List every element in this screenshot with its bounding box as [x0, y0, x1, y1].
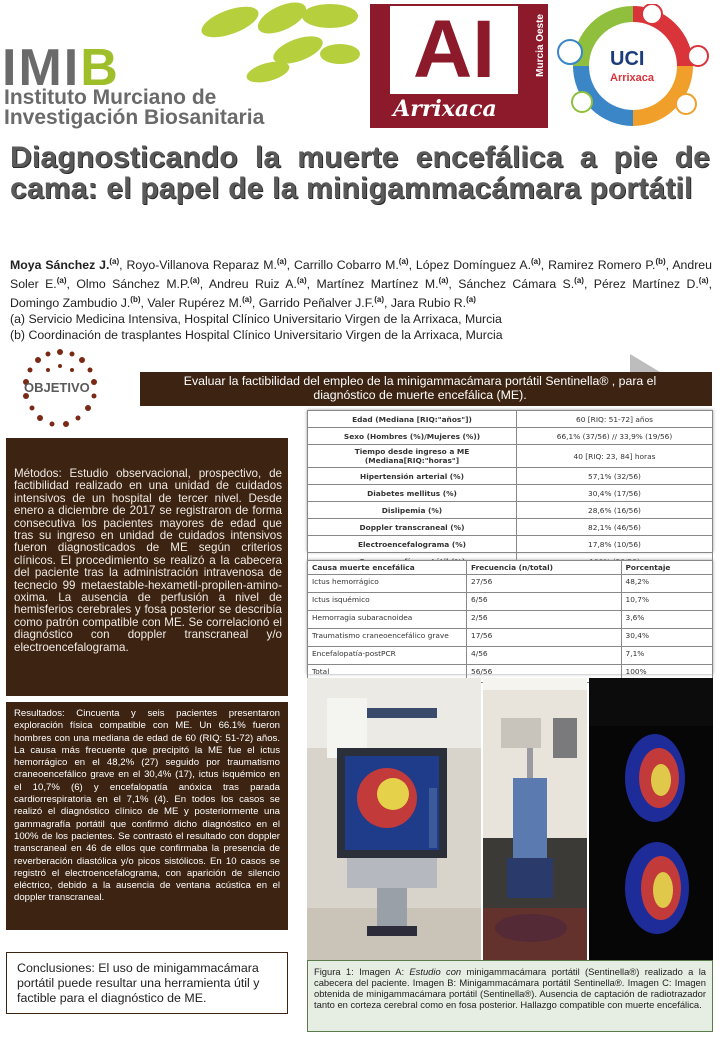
resultados-text: Resultados: Cincuenta y seis pacientes presentaron exploración física compatible con ME. Un 66.1% fueron hombres con una mediana de edad de 60 (RIQ: 51-72) años. La causa más frecuente que precipitó la ME fue el ictus hemorrágico en el 48,2% (27) seguido por traumatismo craneoencefálico grave en el 30,4% (17), ictus isquémico en el 10,7% (6) y encefalopatía anóxica tras parada cardiorrespiratoria en el 7,1% (4). En todos los casos se realizó el diagnóstico clínico de ME y posteriormente una gammagrafía portátil que confirmó dicho diagnóstico en el 100% de los pacientes. Se contrastó el resultado con doppler transcraneal en 46 de ellos que confirmaba la presencia de reverberación diastólica y/o picos sistólicos. En 10 casos se registró el electroencefalograma, con aparición de silencio eléctrico, debido a la ausencia de ventana acústica en el doppler transcraneal. — [14, 708, 280, 904]
author-name: Olmo Sánchez M.P. — [76, 277, 191, 292]
demographics-table-panel — [307, 410, 713, 552]
causes-header-cell: Frecuencia (n/total) — [467, 561, 622, 575]
author-affiliation-mark: (b) — [655, 257, 666, 266]
author-name: Domingo Zambudio J. — [10, 296, 131, 311]
causes-cell: 10,7% — [621, 593, 712, 611]
causes-row — [308, 593, 713, 611]
author-separator: , — [448, 277, 459, 292]
metodos-box — [6, 438, 288, 696]
author-affiliation-mark: (a) — [466, 295, 476, 305]
causes-header-cell: Causa muerte encefálica — [308, 561, 467, 575]
causes-cell: 56/56 — [467, 665, 622, 683]
author-name: Royo-Villanova Reparaz M. — [126, 258, 277, 273]
author-affiliation-mark: (a) — [276, 257, 287, 266]
demographics-value-cell: 66,1% (37/56) // 33,9% (19/56) — [517, 428, 713, 445]
imib-line1: Instituto Murciano de — [4, 86, 217, 109]
demographics-label-cell: Edad (Mediana [RIQ:"años"]) — [308, 411, 517, 428]
image-a-bedside-photo — [307, 678, 481, 960]
causes-table-panel — [307, 560, 713, 674]
imib-line2: Investigación Biosanitaria — [4, 106, 265, 129]
causes-row — [308, 575, 713, 593]
author-affiliation-mark: (a) — [531, 257, 541, 266]
demographics-row — [308, 485, 713, 502]
author-name: Andreu Soler E. — [10, 258, 712, 292]
author-affiliation-mark: (a) — [190, 276, 200, 286]
author-name: Carrillo Cobarro M. — [293, 258, 399, 273]
demographics-label-cell: Dislipemia (%) — [308, 502, 517, 519]
author-separator: , — [540, 258, 549, 273]
author-name: Ramirez Romero P. — [548, 258, 656, 273]
image-b-device-photo — [483, 678, 587, 960]
author-separator: , — [708, 277, 712, 292]
author-affiliation-mark: (a) — [374, 295, 385, 305]
causes-cell: Traumatismo craneoencefálico grave — [308, 629, 467, 647]
metodos-text: Métodos: Estudio observacional, prospectivo, de factibilidad realizado en una unidad de cuidados intensivos de un hospital de tercer nivel. Desde enero a diciembre de 2017 se registraron de forma consecutiva los pacientes mayores de edad que tras su ingreso en unidad de cuidados intensivos fueron diagnosticados de ME según criterios clínicos. El procedimiento se realizó a la cabecera del paciente tras la administración intravenosa de tecnecio 99 metaestable-hexametil-propilen-amino-oxima. La ausencia de perfusión a nivel de hemisferios cerebrales y fosa posterior se describía como patrón compatible con ME. Se correlacionó el diagnóstico con doppler transcraneal y/o electroencefalograma. — [14, 467, 282, 654]
author-affiliation-mark: (a) — [56, 276, 67, 286]
arrixaca-logo — [370, 4, 548, 128]
demographics-row — [308, 428, 713, 445]
causes-row — [308, 611, 713, 629]
objetivo-label: OBJETIVO — [24, 380, 90, 395]
caption-part2: minigammacámara portátil (Sentinella®) realizado a la cabecera del paciente. Imagen B: Minigammacámara portátil Sentinella®. Imagen C: Imagen obtenida de minigammacámara portátil (Sentinella®). Ausencia de captación de radiotrazador tanto en corteza cerebral como en fosa posterior. Hallazgo compatible con muerte encefálica. — [314, 966, 706, 1010]
author-name: Andreu Ruiz A. — [208, 277, 297, 292]
causes-cell: 3,6% — [621, 611, 712, 629]
poster-title: Diagnosticando la muerte encefálica a pie de cama: el papel de la minigammacámara portátil — [10, 141, 710, 205]
demographics-label-cell: Tiempo desde ingreso a ME (Mediana[RIQ:"horas"] — [308, 445, 517, 468]
demographics-label-cell: Hipertensión arterial (%) — [308, 468, 517, 485]
uci-line2: Arrixaca — [610, 72, 655, 84]
author-affiliation-mark: (a) — [398, 257, 409, 266]
imib-logo — [0, 0, 368, 130]
arrixaca-side-text: Murcia Oeste — [535, 14, 546, 77]
demographics-row — [308, 445, 713, 468]
causes-cell: 100% — [621, 665, 712, 683]
lead-author-aff: (a) — [109, 257, 120, 266]
demographics-label-cell: Diabetes mellitus (%) — [308, 485, 517, 502]
affiliation-b: (b) Coordinación de trasplantes Hospital Clínico Universitario Virgen de la Arrixaca, Murcia — [10, 328, 503, 343]
demographics-value-cell: 82,1% (46/56) — [517, 519, 713, 536]
author-name: Valer Rupérez M. — [147, 296, 243, 311]
causes-cell: 7,1% — [621, 647, 712, 665]
demographics-value-cell: 57,1% (32/56) — [517, 468, 713, 485]
causes-cell: 17/56 — [467, 629, 622, 647]
author-separator: , — [140, 296, 148, 311]
author-affiliation-mark: (a) — [698, 276, 709, 286]
causes-cell: Hemorragia subaracnoidea — [308, 611, 467, 629]
causes-table — [307, 560, 713, 683]
author-affiliation-mark: (a) — [574, 276, 584, 286]
demographics-label-cell: Doppler transcraneal (%) — [308, 519, 517, 536]
imib-leaf-graphic — [190, 0, 370, 90]
uci-line1: UCI — [610, 48, 645, 70]
author-separator: , — [66, 277, 77, 292]
causes-cell: 4/56 — [467, 647, 622, 665]
demographics-label-cell: Sexo (Hombres (%)/Mujeres (%)) — [308, 428, 517, 445]
author-affiliation-mark: (a) — [438, 276, 449, 286]
causes-cell: 48,2% — [621, 575, 712, 593]
arrixaca-letters: AI — [390, 6, 518, 94]
demographics-value-cell: 17,8% (10/56) — [517, 536, 713, 553]
author-separator: , — [583, 277, 594, 292]
author-name: Garrido Peñalver J.F. — [258, 296, 375, 311]
author-separator: , — [306, 277, 317, 292]
image-c-scan-images — [589, 678, 713, 960]
author-affiliation-mark: (a) — [242, 295, 252, 305]
author-separator: , — [286, 258, 294, 273]
author-list — [10, 258, 712, 310]
demographics-row — [308, 502, 713, 519]
figure-photos — [307, 678, 713, 960]
demographics-label-cell: Electroencefalograma (%) — [308, 536, 517, 553]
causes-header-cell: Porcentaje — [621, 561, 712, 575]
author-name: Martínez Martínez M. — [316, 277, 439, 292]
author-separator: , — [119, 258, 127, 273]
lead-author: Moya Sánchez J. — [10, 258, 110, 273]
figure-caption — [307, 960, 713, 1032]
author-name: Pérez Martínez D. — [593, 277, 699, 292]
author-separator: , — [199, 277, 209, 292]
demographics-value-cell: 30,4% (17/56) — [517, 485, 713, 502]
caption-part1: Figura 1: Imagen A: — [314, 966, 410, 977]
caption-italic: Estudio con — [409, 966, 462, 977]
conclusiones-text: Conclusiones: El uso de minigammacámara portátil puede resultar una herramienta útil y factible para el diagnóstico de ME. — [17, 961, 260, 1005]
demographics-row — [308, 519, 713, 536]
demographics-value-cell: 60 [RIQ: 51-72] años — [517, 411, 713, 428]
demographics-value-cell: 28,6% (16/56) — [517, 502, 713, 519]
author-name: Sánchez Cámara S. — [458, 277, 575, 292]
causes-header-row — [308, 561, 713, 575]
author-separator: , — [408, 258, 416, 273]
causes-row — [308, 647, 713, 665]
causes-cell: 6/56 — [467, 593, 622, 611]
author-name: López Domínguez A. — [415, 258, 532, 273]
objetivo-text: Evaluar la factibilidad del empleo de la minigammacámara portátil Sentinella® , para el diagnóstico de muerte encefálica (ME). — [183, 374, 657, 402]
arrixaca-name: Arrixaca — [393, 96, 497, 122]
uci-logo — [552, 4, 714, 128]
causes-cell: 27/56 — [467, 575, 622, 593]
causes-cell: Ictus isquémico — [308, 593, 467, 611]
causes-cell: Total — [308, 665, 467, 683]
causes-cell: 2/56 — [467, 611, 622, 629]
demographics-value-cell: 40 [RIQ: 23, 84] horas — [517, 445, 713, 468]
demographics-row — [308, 536, 713, 553]
demographics-row — [308, 468, 713, 485]
author-separator: , — [665, 258, 673, 273]
affiliation-a: (a) Servicio Medicina Intensiva, Hospital Clínico Universitario Virgen de la Arrixaca, Murcia — [10, 312, 502, 327]
author-separator: , — [251, 296, 259, 311]
causes-cell: Encefalopatía-postPCR — [308, 647, 467, 665]
causes-cell: Ictus hemorrágico — [308, 575, 467, 593]
resultados-box — [6, 702, 288, 930]
imib-wordmark: IMIB — [2, 39, 120, 97]
author-affiliation-mark: (a) — [296, 276, 307, 286]
causes-cell: 30,4% — [621, 629, 712, 647]
causes-row — [308, 629, 713, 647]
conclusiones-box — [6, 952, 288, 1014]
author-separator: , — [384, 296, 391, 311]
demographics-table — [307, 410, 713, 570]
author-name: Jara Rubio R. — [390, 296, 467, 311]
author-affiliation-mark: (b) — [130, 295, 141, 305]
demographics-row — [308, 411, 713, 428]
authors-block — [10, 254, 712, 343]
